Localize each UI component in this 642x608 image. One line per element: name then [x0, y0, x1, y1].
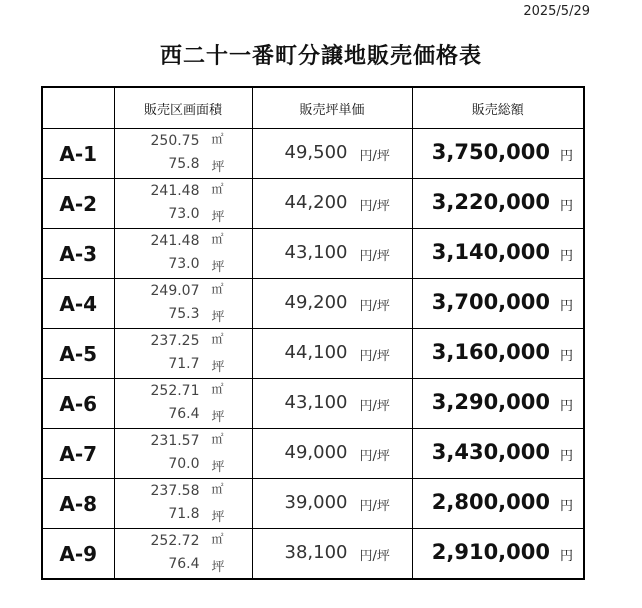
total-value: 3,140,000: [431, 240, 550, 264]
table-row: [42, 479, 584, 529]
lot-number: A-3: [42, 229, 114, 279]
lot-number: A-1: [42, 129, 114, 179]
yen-unit: 円: [559, 249, 573, 264]
area-sqm: 252.71: [150, 383, 200, 399]
unit-price-cell: [252, 529, 412, 580]
unit-price-value: 38,100: [284, 542, 348, 563]
header-area: 販売区画面積: [114, 87, 252, 129]
tsubo-unit: 坪: [211, 210, 225, 225]
sqm-unit: ㎡: [211, 182, 224, 196]
yen-unit: 円: [559, 299, 573, 314]
tsubo-unit: 坪: [211, 560, 225, 575]
page-title: 西二十一番町分譲地販売価格表: [159, 44, 482, 69]
area-sqm: 237.58: [150, 483, 200, 499]
total-cell: [412, 179, 584, 229]
unit-price-value: 49,000: [284, 442, 348, 463]
unit-price-unit: 円/坪: [359, 399, 390, 414]
unit-price-cell: [252, 179, 412, 229]
total-cell: [412, 329, 584, 379]
area-cell: [114, 529, 252, 580]
total-cell: [412, 529, 584, 580]
total-value: 3,430,000: [431, 440, 550, 464]
table-row: [42, 529, 584, 580]
sqm-unit: ㎡: [211, 132, 224, 146]
yen-unit: 円: [559, 199, 573, 214]
area-tsubo: 73.0: [168, 256, 200, 272]
area-cell: [114, 129, 252, 179]
yen-unit: 円: [559, 549, 573, 564]
table-row: [42, 379, 584, 429]
header-row: [42, 87, 584, 129]
sqm-unit: ㎡: [211, 482, 224, 496]
print-date: 2025/5/29: [523, 4, 590, 19]
lot-number: A-2: [42, 179, 114, 229]
unit-price-unit: 円/坪: [359, 449, 390, 464]
area-sqm: 237.25: [150, 333, 200, 349]
table-row: [42, 129, 584, 179]
tsubo-unit: 坪: [211, 510, 225, 525]
unit-price-cell: [252, 279, 412, 329]
tsubo-unit: 坪: [211, 410, 225, 425]
total-value: 3,220,000: [431, 190, 550, 214]
sqm-unit: ㎡: [211, 432, 224, 446]
price-table: [41, 86, 585, 580]
lot-number: A-6: [42, 379, 114, 429]
total-value: 3,290,000: [431, 390, 550, 414]
total-value: 3,700,000: [431, 290, 550, 314]
unit-price-value: 49,200: [284, 292, 348, 313]
tsubo-unit: 坪: [211, 160, 225, 175]
total-value: 2,910,000: [431, 540, 550, 564]
sqm-unit: ㎡: [211, 232, 224, 246]
area-sqm: 241.48: [150, 233, 200, 249]
yen-unit: 円: [559, 349, 573, 364]
lot-number: A-4: [42, 279, 114, 329]
yen-unit: 円: [559, 149, 573, 164]
lot-number: A-7: [42, 429, 114, 479]
yen-unit: 円: [559, 399, 573, 414]
yen-unit: 円: [559, 499, 573, 514]
unit-price-value: 39,000: [284, 492, 348, 513]
sqm-unit: ㎡: [211, 382, 224, 396]
area-tsubo: 75.3: [168, 306, 200, 322]
unit-price-unit: 円/坪: [359, 299, 390, 314]
area-sqm: 231.57: [150, 433, 200, 449]
table-row: [42, 229, 584, 279]
area-sqm: 250.75: [150, 133, 200, 149]
unit-price-unit: 円/坪: [359, 499, 390, 514]
unit-price-value: 44,100: [284, 342, 348, 363]
total-cell: [412, 429, 584, 479]
area-sqm: 241.48: [150, 183, 200, 199]
unit-price-unit: 円/坪: [359, 549, 390, 564]
unit-price-unit: 円/坪: [359, 349, 390, 364]
tsubo-unit: 坪: [211, 360, 225, 375]
area-tsubo: 75.8: [168, 156, 200, 172]
unit-price-cell: [252, 129, 412, 179]
unit-price-cell: [252, 229, 412, 279]
tsubo-unit: 坪: [211, 310, 225, 325]
lot-number: A-9: [42, 529, 114, 580]
area-tsubo: 71.8: [168, 506, 200, 522]
total-cell: [412, 479, 584, 529]
total-cell: [412, 229, 584, 279]
header-total: 販売総額: [412, 87, 584, 129]
total-cell: [412, 279, 584, 329]
unit-price-value: 49,500: [284, 142, 348, 163]
area-tsubo: 76.4: [168, 556, 200, 572]
unit-price-value: 43,100: [284, 242, 348, 263]
total-cell: [412, 379, 584, 429]
area-cell: [114, 229, 252, 279]
area-cell: [114, 179, 252, 229]
table-row: [42, 279, 584, 329]
yen-unit: 円: [559, 449, 573, 464]
area-cell: [114, 429, 252, 479]
unit-price-value: 43,100: [284, 392, 348, 413]
area-cell: [114, 279, 252, 329]
sqm-unit: ㎡: [211, 282, 224, 296]
table-row: [42, 429, 584, 479]
lot-number: A-8: [42, 479, 114, 529]
unit-price-cell: [252, 429, 412, 479]
lot-number: A-5: [42, 329, 114, 379]
unit-price-cell: [252, 379, 412, 429]
total-cell: [412, 129, 584, 179]
unit-price-unit: 円/坪: [359, 149, 390, 164]
table-row: [42, 329, 584, 379]
tsubo-unit: 坪: [211, 260, 225, 275]
area-tsubo: 71.7: [168, 356, 200, 372]
total-value: 3,750,000: [431, 140, 550, 164]
unit-price-unit: 円/坪: [359, 199, 390, 214]
sqm-unit: ㎡: [211, 332, 224, 346]
area-sqm: 249.07: [150, 283, 200, 299]
total-value: 2,800,000: [431, 490, 550, 514]
unit-price-unit: 円/坪: [359, 249, 390, 264]
tsubo-unit: 坪: [211, 460, 225, 475]
unit-price-cell: [252, 479, 412, 529]
area-cell: [114, 379, 252, 429]
unit-price-cell: [252, 329, 412, 379]
sqm-unit: ㎡: [211, 532, 224, 546]
area-sqm: 252.72: [150, 533, 200, 549]
table-row: [42, 179, 584, 229]
area-tsubo: 73.0: [168, 206, 200, 222]
header-lot: [42, 87, 114, 129]
total-value: 3,160,000: [431, 340, 550, 364]
area-cell: [114, 329, 252, 379]
unit-price-value: 44,200: [284, 192, 348, 213]
area-tsubo: 70.0: [168, 456, 200, 472]
header-unit-price: 販売坪単価: [252, 87, 412, 129]
area-tsubo: 76.4: [168, 406, 200, 422]
area-cell: [114, 479, 252, 529]
